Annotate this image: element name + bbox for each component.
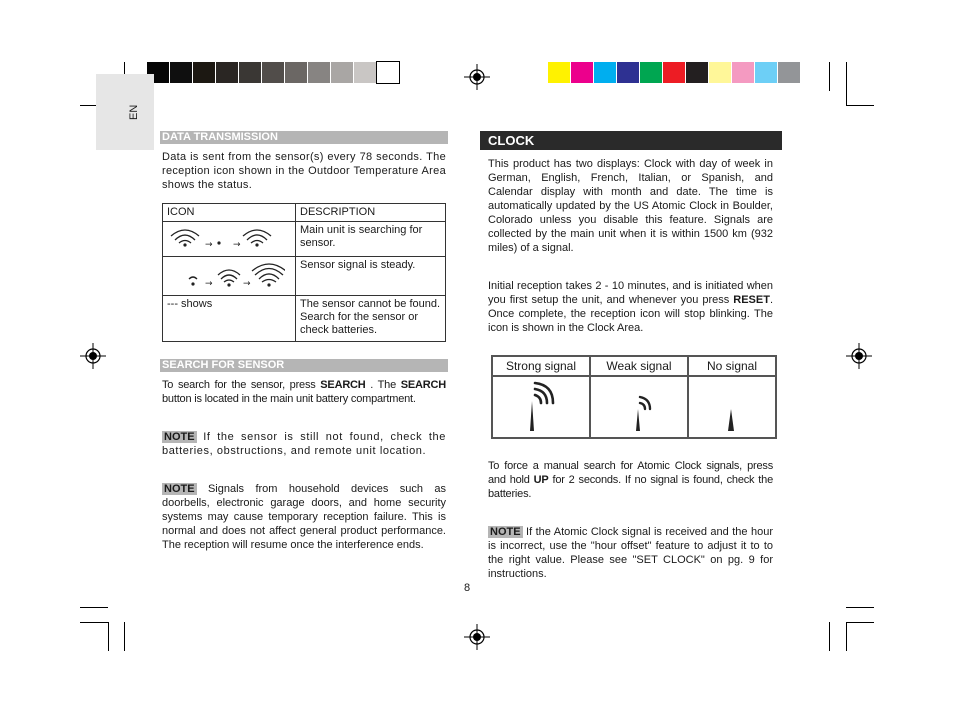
search-for-sensor-heading: SEARCH FOR SENSOR <box>160 359 448 372</box>
no-signal-icon <box>702 379 762 433</box>
table-row-description: The sensor cannot be found. Search for the sensor or check batteries. <box>296 296 446 342</box>
no-signal-cell <box>688 376 776 438</box>
clock-paragraph-3: To force a manual search for Atomic Clock signals, press and hold UP for 2 seconds. If no signal is found, check the batteries. <box>488 460 773 500</box>
search-note-1: NOTE If the sensor is still not found, check the batteries, obstructions, and remote unit location. <box>162 431 446 457</box>
page-number: 8 <box>464 582 471 594</box>
color-swatch <box>755 62 777 83</box>
color-swatch <box>239 62 261 83</box>
color-swatch <box>548 62 570 83</box>
strong-signal-icon <box>511 379 571 433</box>
color-swatch <box>640 62 662 83</box>
data-transmission-paragraph: Data is sent from the sensor(s) every 78 seconds. The reception icon shown in the Outdoor Temperature Area shows the status. <box>162 151 446 191</box>
steady-signal-icon <box>167 259 285 289</box>
reception-icon-table <box>162 203 446 342</box>
data-transmission-heading: DATA TRANSMISSION <box>160 131 448 144</box>
registration-mark-right-icon <box>846 343 872 369</box>
language-label: EN <box>128 104 140 120</box>
strong-signal-cell <box>492 376 590 438</box>
color-swatch <box>709 62 731 83</box>
color-swatch <box>285 62 307 83</box>
color-swatch <box>377 62 399 83</box>
svg-text:→: → <box>243 279 251 289</box>
registration-mark-left-icon <box>80 343 106 369</box>
search-paragraph: To search for the sensor, press SEARCH . The SEARCH button is located in the main unit battery compartment. <box>162 379 446 405</box>
color-swatch <box>732 62 754 83</box>
color-swatch <box>778 62 800 83</box>
svg-text:→: → <box>233 240 241 250</box>
registration-mark-top-icon <box>464 64 490 90</box>
weak-signal-cell <box>590 376 688 438</box>
color-swatch <box>262 62 284 83</box>
weak-signal-label: Weak signal <box>590 356 688 376</box>
svg-text:→: → <box>205 240 213 250</box>
table-header-icon: ICON <box>163 204 296 222</box>
note-label: NOTE <box>164 483 195 495</box>
clock-note: NOTE If the Atomic Clock signal is received and the hour is incorrect, use the "hour offset" feature to adjust it to to the right value. Please see "SET CLOCK" on pg. 9 for instructions. <box>488 526 773 580</box>
note-label: NOTE <box>164 431 195 443</box>
clock-paragraph-1: This product has two displays: Clock with day of week in German, English, French, Italian, or Spanish, and Calendar display with month and date. The time is automatically updated by the US Atomic Clock in Boulder, Colorado unless you disable this feature. Signals are collected by the main unit when it is within 1500 km (932 miles) of a signal. <box>488 158 773 254</box>
searching-signal-icon <box>167 224 285 250</box>
search-note-2: NOTE Signals from household devices such as doorbells, electronic garage doors, and home security systems may cause temporary reception failure. This is normal and does not affect general product performance. The reception will resume once the interference ends. <box>162 483 446 551</box>
color-swatch <box>571 62 593 83</box>
clock-heading: CLOCK <box>480 131 782 150</box>
signal-strength-table <box>491 355 777 439</box>
table-row-description: Main unit is searching for sensor. <box>296 222 446 257</box>
color-swatch <box>308 62 330 83</box>
color-swatch <box>686 62 708 83</box>
color-swatch <box>193 62 215 83</box>
note-label: NOTE <box>490 526 521 538</box>
weak-signal-icon <box>609 379 669 433</box>
table-row-icon <box>163 222 296 257</box>
table-row-icon-text: --- shows <box>163 296 296 342</box>
color-swatch <box>594 62 616 83</box>
table-header-description: DESCRIPTION <box>296 204 446 222</box>
svg-text:→: → <box>205 279 213 289</box>
no-signal-label: No signal <box>688 356 776 376</box>
color-swatch <box>216 62 238 83</box>
table-row-icon <box>163 257 296 296</box>
color-swatch <box>354 62 376 83</box>
table-row-description: Sensor signal is steady. <box>296 257 446 296</box>
language-tab <box>96 74 154 150</box>
color-swatch <box>617 62 639 83</box>
color-swatch <box>170 62 192 83</box>
registration-mark-bottom-icon <box>464 624 490 650</box>
clock-paragraph-2: Initial reception takes 2 - 10 minutes, and is initiated when you first setup the unit, and whenever you press RESET. Once complete, the reception icon will stop blinking. The icon is shown in the Clock Area. <box>488 280 773 334</box>
color-swatch <box>331 62 353 83</box>
color-swatch <box>663 62 685 83</box>
strong-signal-label: Strong signal <box>492 356 590 376</box>
